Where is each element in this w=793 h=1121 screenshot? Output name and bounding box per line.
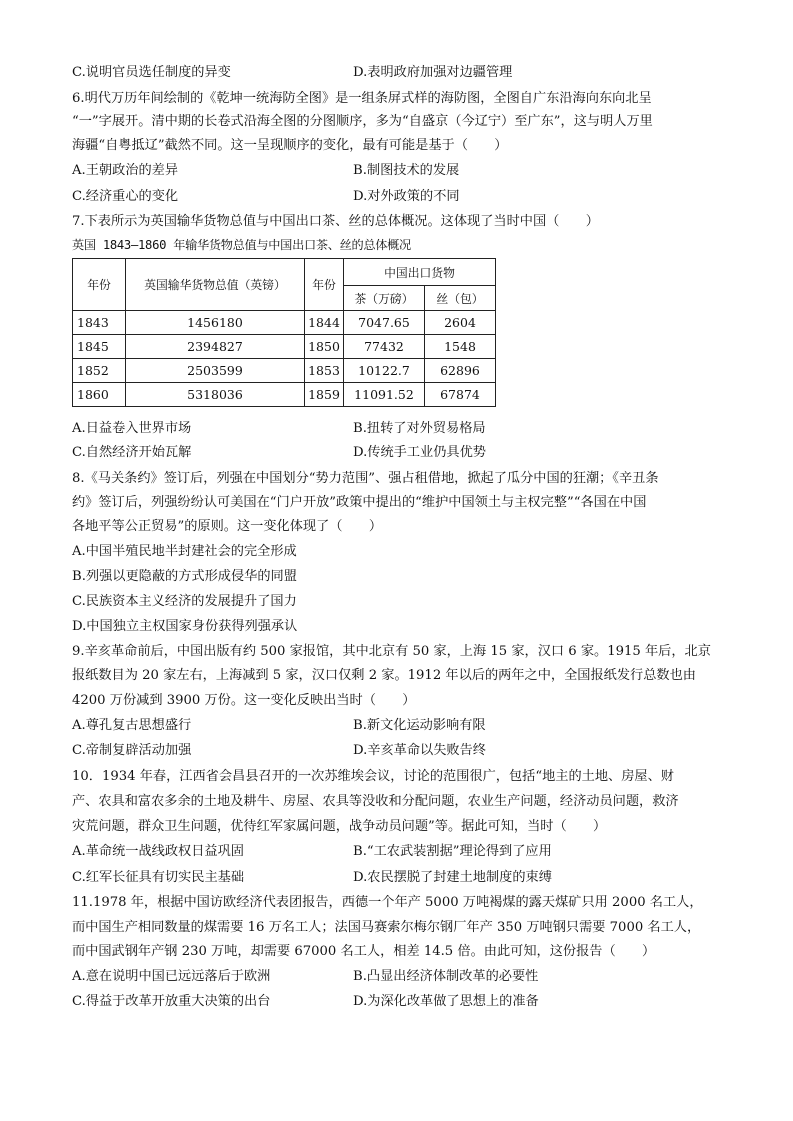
cell-uk-value: 2503599 bbox=[126, 359, 305, 383]
q10-option-b: B.“工农武装割据”理论得到了应用 bbox=[353, 844, 552, 859]
q10-stem-line-2: 产、农具和富农多余的土地及耕牛、房屋、农具等没收和分配问题，农业生产问题，经济动员问题，救济 bbox=[72, 794, 679, 809]
q8-stem-line-3: 各地平等公正贸易”的原则。这一变化体现了（ ） bbox=[72, 519, 383, 534]
q11-stem-line-3: 而中国武钢年产钢 230 万吨，却需要 67000 名工人，相差 14.5 倍。由此可知，这份报告（ ） bbox=[72, 944, 656, 959]
q7-stem: 7.下表所示为英国输华货物总值与中国出口茶、丝的总体概况。这体现了当时中国（ ） bbox=[72, 214, 599, 229]
cell-tea: 77432 bbox=[344, 335, 425, 359]
trade-table bbox=[72, 258, 496, 407]
cell-year-2: 1844 bbox=[305, 311, 344, 335]
q7-option-a: A.日益卷入世界市场 bbox=[72, 421, 192, 436]
q10-stem-line-1: 10．1934 年春，江西省会昌县召开的一次苏维埃会议，讨论的范围很广，包括“地主的土地、房屋、财 bbox=[72, 769, 674, 784]
q8-stem-line-1: 8.《马关条约》签订后，列强在中国划分“势力范围”、强占租借地，掀起了瓜分中国的狂潮；《辛丑条 bbox=[72, 471, 659, 486]
cell-silk: 2604 bbox=[425, 311, 496, 335]
cell-year: 1843 bbox=[73, 311, 126, 335]
q10-option-d: D.农民摆脱了封建土地制度的束缚 bbox=[353, 870, 552, 885]
q8-option-a: A.中国半殖民地半封建社会的完全形成 bbox=[72, 544, 297, 559]
cell-year: 1860 bbox=[73, 383, 126, 407]
q6-option-d: D.对外政策的不同 bbox=[353, 189, 460, 204]
header-year-2: 年份 bbox=[305, 259, 344, 311]
q9-stem-line-3: 4200 万份减到 3900 万份。这一变化反映出当时（ ） bbox=[72, 693, 416, 708]
q10-stem-line-3: 灾荒问题，群众卫生问题，优待红军家属问题，战争动员问题”等。据此可知，当时（ ） bbox=[72, 819, 607, 834]
q8-option-d: D.中国独立主权国家身份获得列强承认 bbox=[72, 619, 298, 634]
cell-year: 1852 bbox=[73, 359, 126, 383]
q9-option-c: C.帝制复辟活动加强 bbox=[72, 743, 192, 758]
q11-stem-line-1: 11.1978 年，根据中国访欧经济代表团报告，西德一个年产 5000 万吨褐煤的露天煤矿只用 2000 名工人， bbox=[72, 895, 703, 910]
cell-uk-value: 5318036 bbox=[126, 383, 305, 407]
q10-option-c: C.红军长征具有切实民主基础 bbox=[72, 870, 245, 885]
q8-option-c: C.民族资本主义经济的发展提升了国力 bbox=[72, 594, 297, 609]
header-uk-value: 英国输华货物总值（英镑） bbox=[126, 259, 305, 311]
q6-option-c: C.经济重心的变化 bbox=[72, 189, 179, 204]
q11-option-a: A.意在说明中国已远远落后于欧洲 bbox=[72, 969, 271, 984]
cell-year-2: 1859 bbox=[305, 383, 344, 407]
cell-tea: 7047.65 bbox=[344, 311, 425, 335]
table-header-row bbox=[73, 259, 496, 286]
cell-year: 1845 bbox=[73, 335, 126, 359]
q8-option-b: B.列强以更隐蔽的方式形成侵华的同盟 bbox=[72, 569, 297, 584]
cell-uk-value: 2394827 bbox=[126, 335, 305, 359]
cell-silk: 67874 bbox=[425, 383, 496, 407]
q6-option-a: A.王朝政治的差异 bbox=[72, 163, 179, 178]
q6-stem-line-1: 6.明代万历年间绘制的《乾坤一统海防全图》是一组条屏式样的海防图，全图自广东沿海向东向北呈 bbox=[72, 91, 652, 106]
cell-year-2: 1853 bbox=[305, 359, 344, 383]
q11-option-b: B.凸显出经济体制改革的必要性 bbox=[353, 969, 539, 984]
cell-year-2: 1850 bbox=[305, 335, 344, 359]
q10-option-a: A.革命统一战线政权日益巩固 bbox=[72, 844, 244, 859]
table-row bbox=[73, 383, 496, 407]
q8-stem-line-2: 约》签订后，列强纷纷认可美国在“门户开放”政策中提出的“维护中国领土与主权完整”“各国在中国 bbox=[72, 495, 647, 510]
q9-stem-line-1: 9.辛亥革命前后，中国出版有约 500 家报馆，其中北京有 50 家，上海 15 家，汉口 6 家。1915 年后，北京 bbox=[72, 644, 711, 659]
q7-option-c: C.自然经济开始瓦解 bbox=[72, 445, 192, 460]
q9-option-b: B.新文化运动影响有限 bbox=[353, 718, 486, 733]
header-china-exports: 中国出口货物 bbox=[344, 259, 496, 286]
q9-option-d: D.辛亥革命以失败告终 bbox=[353, 743, 486, 758]
q11-option-c: C.得益于改革开放重大决策的出台 bbox=[72, 994, 271, 1009]
cell-silk: 1548 bbox=[425, 335, 496, 359]
q9-option-a: A.尊孔复古思想盛行 bbox=[72, 718, 192, 733]
cell-uk-value: 1456180 bbox=[126, 311, 305, 335]
q6-stem-line-2: “一”字展开。清中期的长卷式沿海全图的分图顺序，多为“自盛京（今辽宁）至广东”，这与明人万里 bbox=[72, 114, 653, 129]
q6-stem-line-3: 海疆“自粤抵辽”截然不同。这一呈现顺序的变化，最有可能是基于（ ） bbox=[72, 138, 508, 153]
q9-stem-line-2: 报纸数目为 20 家左右，上海减到 5 家，汉口仅剩 2 家。1912 年以后的两年之中，全国报纸发行总数也由 bbox=[72, 668, 696, 683]
table-caption: 英国 1843—1860 年输华货物总值与中国出口茶、丝的总体概况 bbox=[72, 238, 411, 252]
q7-option-d: D.传统手工业仍具优势 bbox=[353, 445, 486, 460]
cell-silk: 62896 bbox=[425, 359, 496, 383]
q5-option-d: D.表明政府加强对边疆管理 bbox=[353, 65, 513, 80]
q7-option-b: B.扭转了对外贸易格局 bbox=[353, 421, 486, 436]
header-tea: 茶（万磅） bbox=[344, 286, 425, 311]
cell-tea: 11091.52 bbox=[344, 383, 425, 407]
q11-option-d: D.为深化改革做了思想上的准备 bbox=[353, 994, 539, 1009]
header-year: 年份 bbox=[73, 259, 126, 311]
table-row bbox=[73, 335, 496, 359]
cell-tea: 10122.7 bbox=[344, 359, 425, 383]
q5-option-c: C.说明官员选任制度的异变 bbox=[72, 65, 231, 80]
q11-stem-line-2: 而中国生产相同数量的煤需要 16 万名工人；法国马赛索尔梅尔钢厂年产 350 万吨钢只需要 7000 名工人， bbox=[72, 920, 701, 935]
table-row bbox=[73, 359, 496, 383]
table-row bbox=[73, 311, 496, 335]
q6-option-b: B.制图技术的发展 bbox=[353, 163, 460, 178]
header-silk: 丝（包） bbox=[425, 286, 496, 311]
